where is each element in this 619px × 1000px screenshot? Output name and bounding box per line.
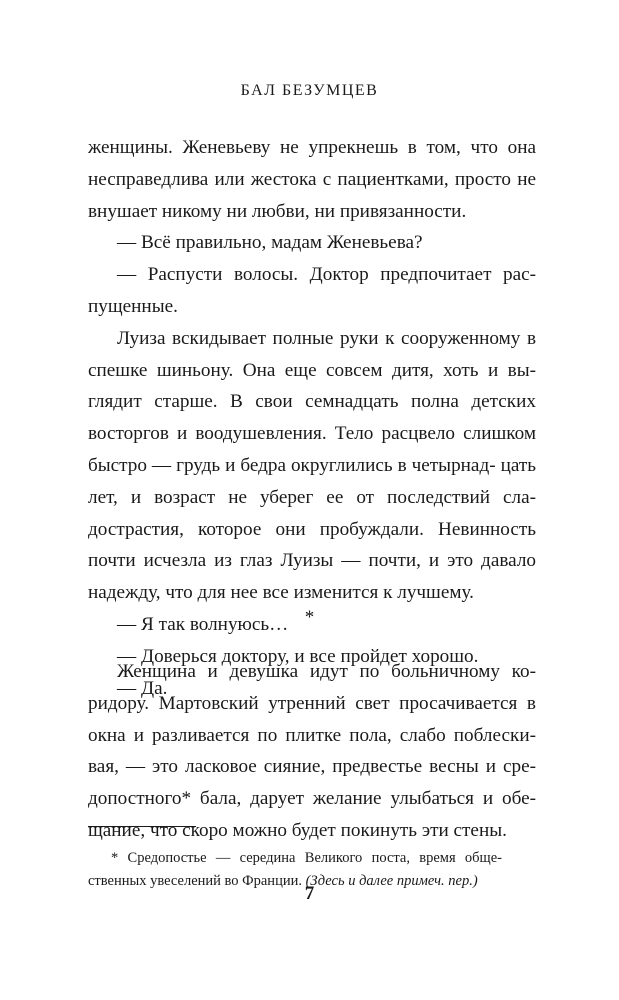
dialogue-line: — Да. bbox=[117, 677, 168, 699]
text-section-2 bbox=[88, 656, 536, 847]
text-line: допостного* бала, дарует желание улыбаться и обе- bbox=[88, 788, 536, 810]
dialogue-line bbox=[88, 259, 536, 323]
text-line: цать лет, и возраст не уберег ее от последствий сла- bbox=[88, 454, 537, 508]
dialogue-line: — Я так волнуюсь… bbox=[117, 613, 289, 635]
footnote-translator-note: (Здесь и далее примеч. пер.) bbox=[305, 872, 478, 889]
text-line: Женщина и девушка идут по больничному ко- bbox=[117, 661, 536, 682]
section-separator: * bbox=[304, 607, 315, 628]
text-line: почти исчезла из глаз Луизы — почти, и это давало bbox=[88, 550, 536, 572]
text-line: надежду, что для нее все изменится к лучшему. bbox=[88, 582, 474, 604]
text-line: быстро — грудь и бедра округлились в четырнад- bbox=[88, 454, 496, 476]
running-head: БАЛ БЕЗУМЦЕВ bbox=[240, 82, 379, 99]
paragraph-louise bbox=[88, 323, 536, 609]
text-line: окна и разливается по плитке пола, слабо поблески- bbox=[88, 724, 536, 746]
text-line: щание, что скоро можно будет покинуть эти стены. bbox=[88, 819, 507, 841]
text-line: не внушает никому ни любви, ни привязанности. bbox=[88, 168, 537, 222]
footnote-line: ственных увеселений во Франции. bbox=[88, 872, 306, 889]
text-line: в спешке шиньону. Она еще совсем дитя, хоть и вы- bbox=[88, 327, 537, 381]
dialogue-line: — Всё правильно, мадам Женевьева? bbox=[117, 232, 423, 254]
text-line: Луиза вскидывает полные руки к сооруженному bbox=[117, 327, 521, 349]
page-number: 7 bbox=[304, 883, 315, 904]
text-line: несправедлива или жестока с пациентками, просто bbox=[88, 168, 512, 190]
text-line: дострастия, которое они пробуждали. Невинность bbox=[88, 518, 536, 540]
text-line: — Распусти волосы. Доктор предпочитает рас- bbox=[117, 264, 536, 286]
footnote-line: * Средопостье — середина Великого поста, время обще- bbox=[111, 849, 502, 866]
text-line: женщины. Женевьеву не упрекнешь в том, что она bbox=[88, 137, 536, 158]
paragraph-corridor bbox=[88, 656, 536, 847]
paragraph-continuation bbox=[88, 132, 536, 227]
text-line: ридору. Мартовский утренний свет просачивается в bbox=[88, 692, 536, 714]
text-line: глядит старше. В свои семнадцать полна детских bbox=[88, 391, 536, 413]
text-line: восторгов и воодушевления. Тело расцвело слишком bbox=[88, 423, 536, 445]
footnote-rule bbox=[88, 826, 196, 827]
text-line: пущенные. bbox=[88, 295, 178, 317]
text-line: вая, — это ласковое сияние, предвестье весны и сре- bbox=[88, 756, 536, 778]
dialogue-line: — Доверься доктору, и все пройдет хорошо. bbox=[117, 645, 479, 667]
